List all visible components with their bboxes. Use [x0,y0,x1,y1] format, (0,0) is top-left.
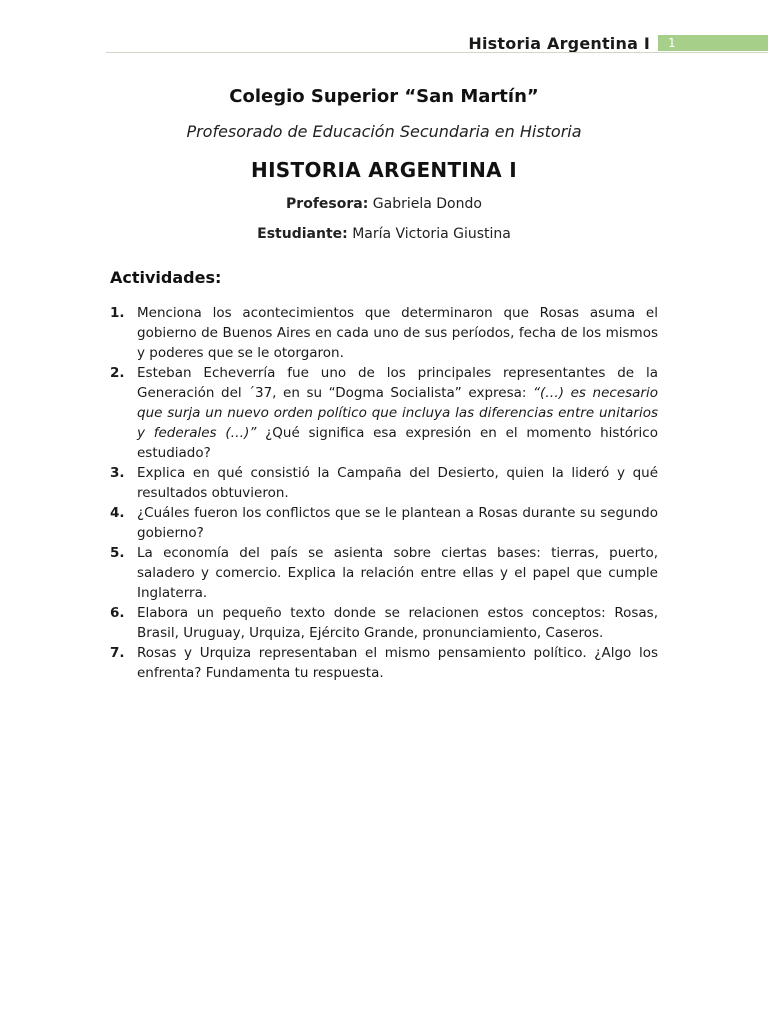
activity-number: 6. [110,605,125,621]
student-line [0,226,768,242]
activity-item [110,303,658,363]
activity-item [110,643,658,683]
activity-question: ¿Qué significa esa expresión en el momento histórico estudiado? [137,425,658,461]
activity-item [110,503,658,543]
program-name: Profesorado de Educación Secundaria en Historia [186,122,582,141]
course-title: HISTORIA ARGENTINA I [251,158,517,182]
activity-item [110,543,658,603]
activities-list [110,303,658,683]
header-divider [106,52,768,53]
activities-heading: Actividades: [110,268,222,287]
page-number: 1 [658,35,768,51]
header-title: Historia Argentina I [468,33,650,53]
activity-item [110,463,658,503]
activity-quote: “(…) es necesario que surja un nuevo orden político que incluya las diferencias entre unitarios y federales (…)” [137,385,658,441]
activity-text-intro: Esteban Echeverría fue uno de los principales representantes de la Generación del ´37, en su “Dogma Socialista” expresa: [137,365,658,401]
activity-text: Explica en qué consistió la Campaña del Desierto, quien la lideró y qué resultados obtuvieron. [137,465,658,501]
activity-number: 5. [110,545,125,561]
activity-number: 4. [110,505,125,521]
activity-number: 3. [110,465,125,481]
activity-number: 2. [110,365,125,381]
professor-line [0,196,768,212]
activity-item [110,603,658,643]
student-label: Estudiante: [257,226,348,242]
activity-text: ¿Cuáles fueron los conflictos que se le plantean a Rosas durante su segundo gobierno? [137,505,658,541]
professor-label: Profesora: [286,196,369,212]
page-header [468,34,768,52]
school-name: Colegio Superior “San Martín” [229,86,539,107]
professor-name: Gabriela Dondo [372,196,482,212]
activity-text: Elabora un pequeño texto donde se relacionen estos conceptos: Rosas, Brasil, Uruguay, Urquiza, Ejército Grande, pronunciamiento, Caseros. [137,605,658,641]
activity-item [110,363,658,463]
activity-text [137,363,658,463]
activity-number: 7. [110,645,125,661]
activity-text: La economía del país se asienta sobre ciertas bases: tierras, puerto, saladero y comercio. Explica la relación entre ellas y el papel que cumple Inglaterra. [137,545,658,601]
student-name: María Victoria Giustina [352,226,511,242]
activity-number: 1. [110,305,125,321]
activity-text: Rosas y Urquiza representaban el mismo pensamiento político. ¿Algo los enfrenta? Fundamenta tu respuesta. [137,645,658,681]
activity-text: Menciona los acontecimientos que determinaron que Rosas asuma el gobierno de Buenos Aires en cada uno de sus períodos, fecha de los mismos y poderes que se le otorgaron. [137,305,658,361]
